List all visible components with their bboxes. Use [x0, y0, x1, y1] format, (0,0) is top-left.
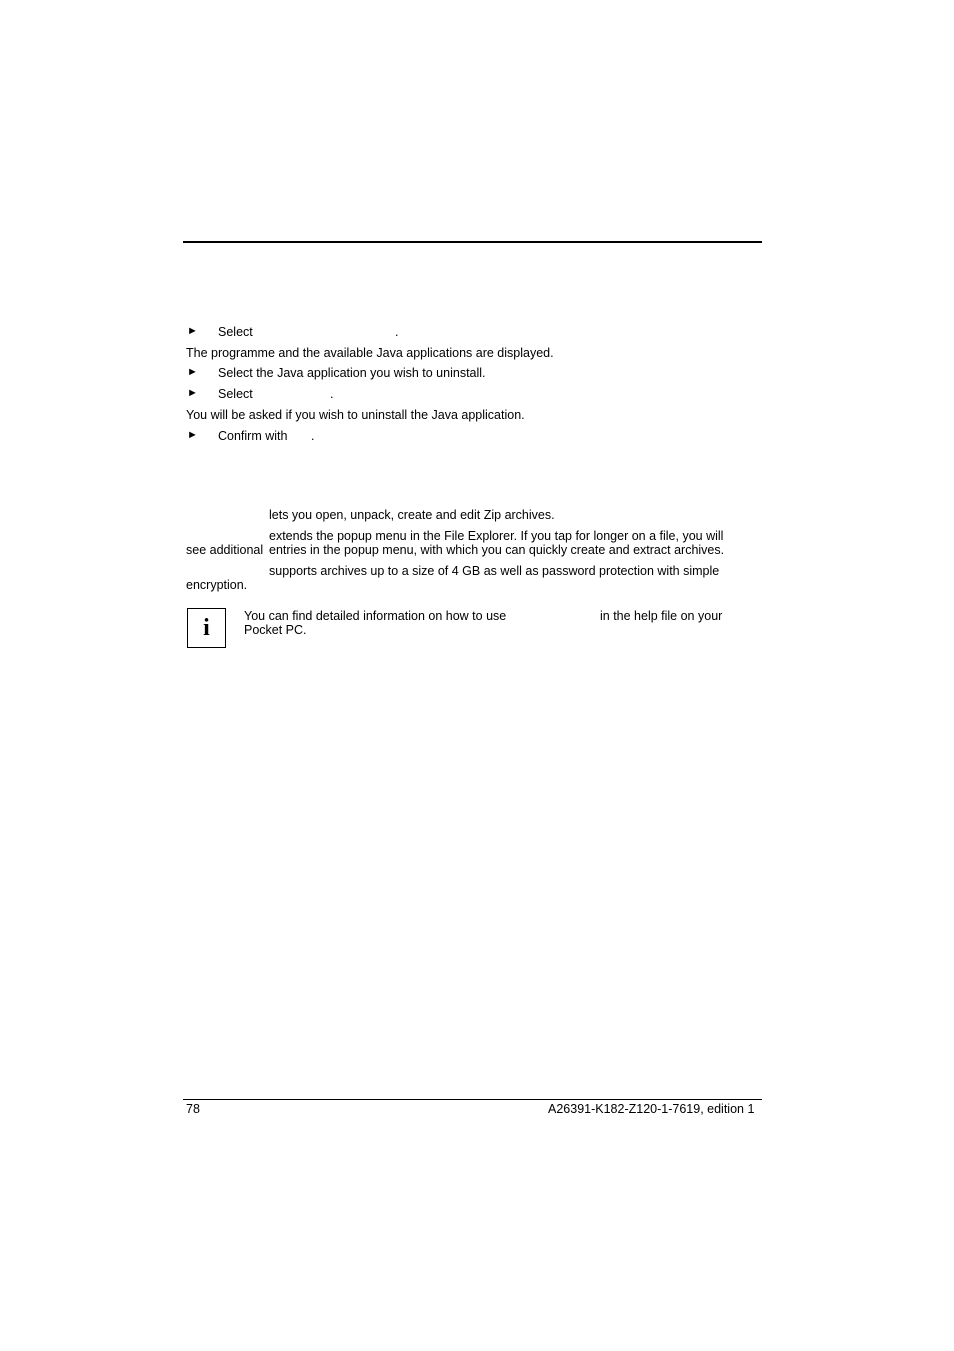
info-text-c: Pocket PC.	[244, 623, 307, 637]
document-id: A26391-K182-Z120-1-7619, edition 1	[548, 1102, 755, 1116]
zip-line-1: lets you open, unpack, create and edit Zip archives.	[269, 508, 555, 522]
confirm-with-text: Confirm with	[218, 429, 288, 443]
step-bullet-arrow: ►	[187, 429, 198, 441]
zip-line-2a: extends the popup menu in the File Explorer. If you tap for longer on a file, you will	[269, 529, 724, 543]
asked-uninstall-text: You will be asked if you wish to uninstall the Java application.	[186, 408, 525, 422]
step-select-period: .	[330, 387, 334, 401]
step-select-text: Select	[218, 387, 253, 401]
info-icon	[187, 608, 226, 648]
info-glyph: i	[203, 615, 210, 641]
step-bullet-arrow: ►	[187, 325, 198, 337]
zip-line-3a: supports archives up to a size of 4 GB as well as password protection with simple	[269, 564, 720, 578]
zip-line-2b-left: see additional	[186, 543, 264, 557]
step-bullet-arrow: ►	[187, 366, 198, 378]
zip-line-2b-right: entries in the popup menu, with which you can quickly create and extract archives.	[269, 543, 725, 557]
page-number: 78	[186, 1102, 200, 1116]
info-text-a: You can find detailed information on how to use	[244, 609, 507, 623]
info-text-b: in the help file on your	[600, 609, 723, 623]
step-select-text: Select	[218, 325, 253, 339]
footer-rule	[183, 1099, 762, 1100]
header-rule	[183, 241, 762, 243]
confirm-period: .	[311, 429, 315, 443]
step-select-java-app: Select the Java application you wish to uninstall.	[218, 366, 486, 380]
programme-displayed-text: The programme and the available Java applications are displayed.	[186, 346, 554, 360]
zip-line-3b: encryption.	[186, 578, 248, 592]
step-select-period: .	[395, 325, 399, 339]
step-bullet-arrow: ►	[187, 387, 198, 399]
